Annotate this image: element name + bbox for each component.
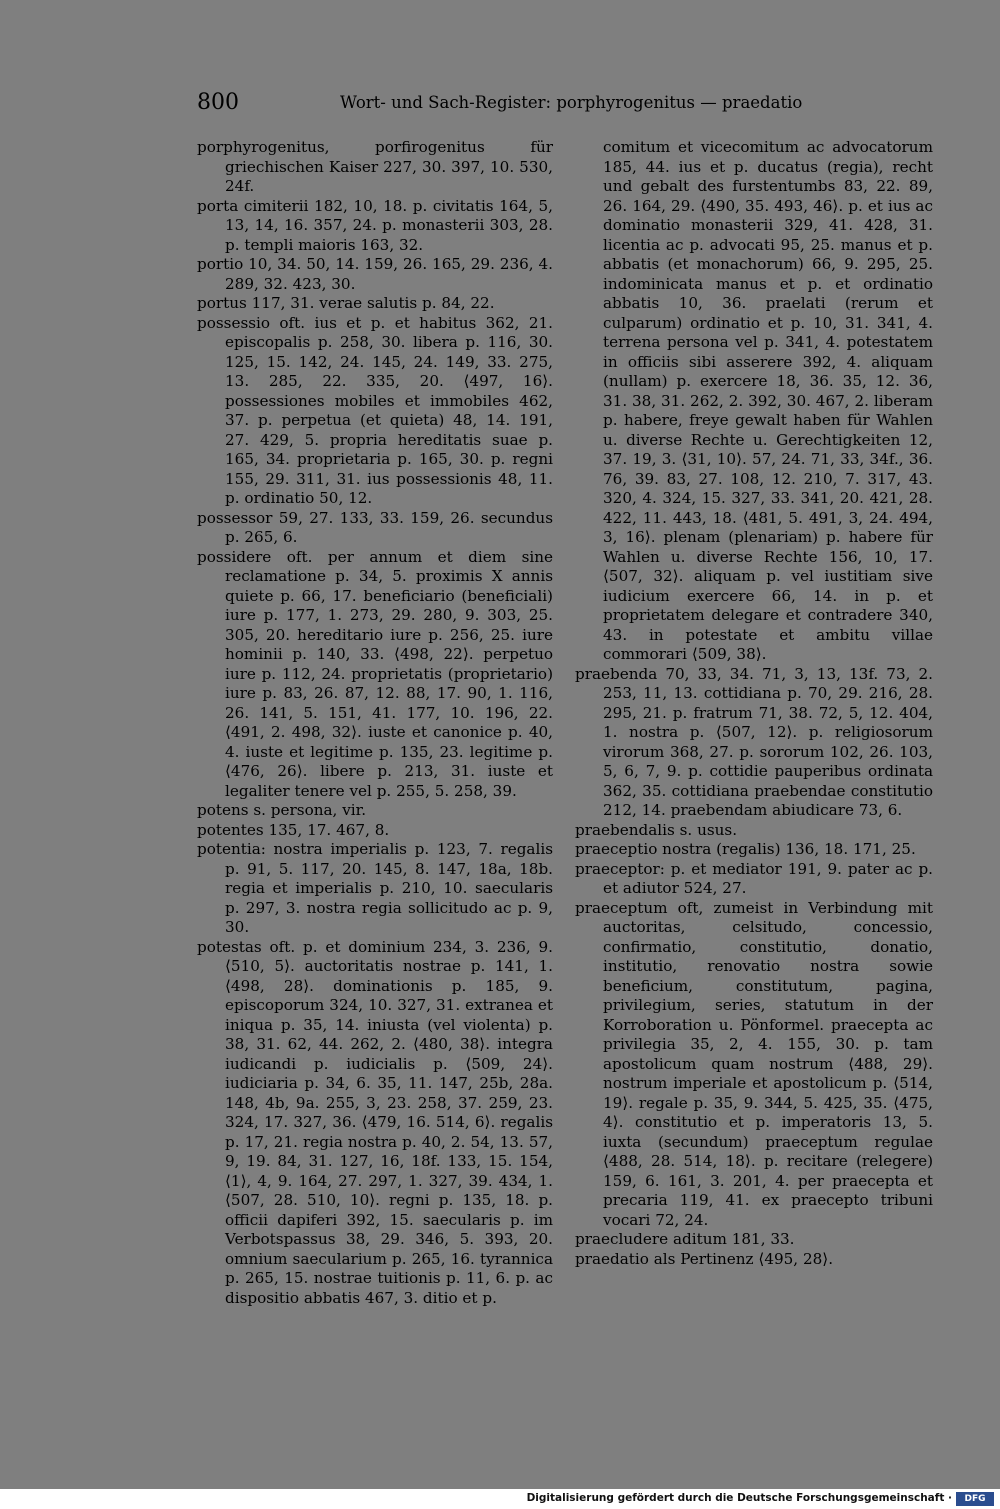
index-entry: potentia: nostra imperialis p. 123, 7. regalis p. 91, 5. 117, 20. 145, 8. 147, 18a, 18b. regia et imperialis p. 210, 10. saecularis p. 297, 3. nostra regia sollicitudo ac p. 9, 30. xyxy=(197,840,553,936)
funding-credit: Digitalisierung gefördert durch die Deutsche Forschungsgemeinschaft · xyxy=(526,1492,952,1504)
index-entry: praeceptor: p. et mediator 191, 9. pater ac p. et adiutor 524, 27. xyxy=(575,859,933,897)
index-entry: praeceptio nostra (regalis) 136, 18. 171, 25. xyxy=(575,840,916,858)
index-entry: praedatio als Pertinenz ⟨495, 28⟩. xyxy=(575,1249,834,1268)
index-entry-continuation: comitum et vicecomitum ac advocatorum 185, 44. ius et p. ducatus (regia), recht und gebalt des furstentumbs 83, 22. 89, 26. 164, 29. ⟨490, 35. 493, 46⟩. p. et ius ac dominatio monasterii 329, 41. 428, 31. licentia ac p. advocati 95, 25. manus et p. abbatis (et monachorum) 66, 9. 295, 25. indominicata manus et p. et ordinatio abbatis 10, 36. praelati (rerum et culparum) ordinatio et p. 10, 31. 341, 4. terrena persona vel p. 341, 4. potestatem in officiis sibi asserere 392, 4. aliquam (nullam) p. exercere 18, 36. 35, 12. 36, 31. 38, 31. 262, 2. 392, 30. 467, 2. liberam p. habere, freye gewalt haben für Wahlen u. diverse Rechte u. Gerechtigkeiten 12, 37. 19, 3. ⟨31, 10⟩. 57, 24. 71, 33, 34f., 36. 76, 39. 83, 27. 108, 12. 210, 7. 317, 43. 320, 4. 324, 15. 327, 33. 341, 20. 421, 28. 422, 11. 443, 18. ⟨481, 5. 491, 3, 24. 494, 3, 16⟩. plenam (plenariam) p. habere für Wahlen u. diverse Rechte 156, 10, 17. ⟨507, 32⟩. aliquam p. vel iustitiam sive iudicium exercere 66, 14. in p. et proprietatem delegare et contradere 340, 43. in potestate et ambitu villae commorari ⟨509, 38⟩. xyxy=(603,138,933,663)
digitization-footer xyxy=(0,1489,1000,1509)
index-entry: possidere oft. per annum et diem sine reclamatione p. 34, 5. proximis X annis quiete p. 66, 17. beneficiario (beneficiali) iure p. 177, 1. 273, 29. 280, 9. 303, 25. 305, 20. hereditario iure p. 256, 25. iure hominii p. 140, 33. ⟨498, 22⟩. perpetuo iure p. 112, 24. proprietatis (proprietario) iure p. 83, 26. 87, 12. 88, 17. 90, 1. 116, 26. 141, 5. 151, 41. 177, 10. 196, 22. ⟨491, 2. 498, 32⟩. iuste et canonice p. 40, 4. iuste et legitime p. 135, 23. legitime p. ⟨476, 26⟩. libere p. 213, 31. iuste et legaliter tenere vel p. 255, 5. 258, 39. xyxy=(197,547,553,800)
index-entry: porta cimiterii 182, 10, 18. p. civitatis 164, 5, 13, 14, 16. 357, 24. p. monasterii 303, 28. p. templi maioris 163, 32. xyxy=(197,196,553,254)
right-column xyxy=(575,138,933,1269)
index-entry: portio 10, 34. 50, 14. 159, 26. 165, 29. 236, 4. 289, 32. 423, 30. xyxy=(197,255,553,293)
index-entry: possessor 59, 27. 133, 33. 159, 26. secundus p. 265, 6. xyxy=(197,508,553,546)
index-entry: potestas oft. p. et dominium 234, 3. 236, 9. ⟨510, 5⟩. auctoritatis nostrae p. 141, 1. ⟨498, 28⟩. dominationis p. 185, 9. episcoporum 324, 10. 327, 31. extranea et iniqua p. 35, 14. iniusta (vel violenta) p. 38, 31. 62, 44. 262, 2. ⟨480, 38⟩. integra iudicandi p. iudicialis p. ⟨509, 24⟩. iudiciaria p. 34, 6. 35, 11. 147, 25b, 28a. 148, 4b, 9a. 255, 3, 23. 258, 37. 259, 23. 324, 17. 327, 36. ⟨479, 16. 514, 6⟩. regalis p. 17, 21. regia nostra p. 40, 2. 54, 13. 57, 9, 19. 84, 31. 127, 16, 18f. 133, 15. 154, ⟨1⟩, 4, 9. 164, 27. 297, 1. 327, 39. 434, 1. ⟨507, 28. 510, 10⟩. regni p. 135, 18. p. officii dapiferi 392, 15. saecularis p. im Verbotspassus 38, 29. 346, 5. 393, 20. omnium saecularium p. 265, 16. tyrannica p. 265, 15. nostrae tuitionis p. 11, 6. p. ac dispositio abbatis 467, 3. ditio et p. xyxy=(197,937,553,1307)
index-entry: potentes 135, 17. 467, 8. xyxy=(197,820,390,839)
index-entry: porphyrogenitus, porfirogenitus für griechischen Kaiser 227, 30. 397, 10. 530, 24f. xyxy=(197,138,553,195)
index-entry: praeceptum oft, zumeist in Verbindung mit auctoritas, celsitudo, concessio, confirmatio, constitutio, donatio, institutio, renovatio nostra sowie beneficium, constitutum, pagina, privilegium, series, statutum in der Korroboration u. Pönformel. praecepta ac privilegia 35, 2, 4. 155, 30. p. tam apostolicum quam nostrum ⟨488, 29⟩. nostrum imperiale et apostolicum p. ⟨514, 19⟩. regale p. 35, 9. 344, 5. 425, 35. ⟨475, 4⟩. constitutio et p. imperatoris 13, 5. iuxta (secundum) praeceptum regulae ⟨488, 28. 514, 18⟩. p. recitare (relegere) 159, 6. 161, 3. 201, 4. per praecepta et precaria 119, 41. ex praecepto tribuni vocari 72, 24. xyxy=(575,898,933,1229)
page-number: 800 xyxy=(197,90,239,115)
index-entry: praecludere aditum 181, 33. xyxy=(575,1230,795,1248)
running-title: Wort- und Sach-Register: porphyrogenitus — praedatio xyxy=(340,93,803,112)
index-entry: possessio oft. ius et p. et habitus 362, 21. episcopalis p. 258, 30. libera p. 116, 30. 125, 15. 142, 24. 145, 24. 149, 33. 275, 13. 285, 22. 335, 20. ⟨497, 16⟩. possessiones mobiles et immobiles 462, 37. p. perpetua (et quieta) 48, 14. 191, 27. 429, 5. propria hereditatis suae p. 165, 34. proprietaria p. 165, 30. p. regni 155, 29. 311, 31. ius possessionis 48, 11. p. ordinatio 50, 12. xyxy=(197,313,553,507)
index-entry: praebendalis s. usus. xyxy=(575,820,738,839)
dfg-logo: DFG xyxy=(956,1492,994,1506)
left-column xyxy=(197,138,553,1308)
index-entry: praebenda 70, 33, 34. 71, 3, 13, 13f. 73, 2. 253, 11, 13. cottidiana p. 70, 29. 216, 28. 295, 21. p. fratrum 71, 38. 72, 5, 12. 404, 1. nostra p. ⟨507, 12⟩. p. religiosorum virorum 368, 27. p. sororum 102, 26. 103, 5, 6, 7, 9. p. cottidie pauperibus ordinata 362, 35. cottidiana praebendae constitutio 212, 14. praebendam abiudicare 73, 6. xyxy=(575,664,933,819)
index-entry: potens s. persona, vir. xyxy=(197,801,367,819)
index-entry: portus 117, 31. verae salutis p. 84, 22. xyxy=(197,294,495,312)
